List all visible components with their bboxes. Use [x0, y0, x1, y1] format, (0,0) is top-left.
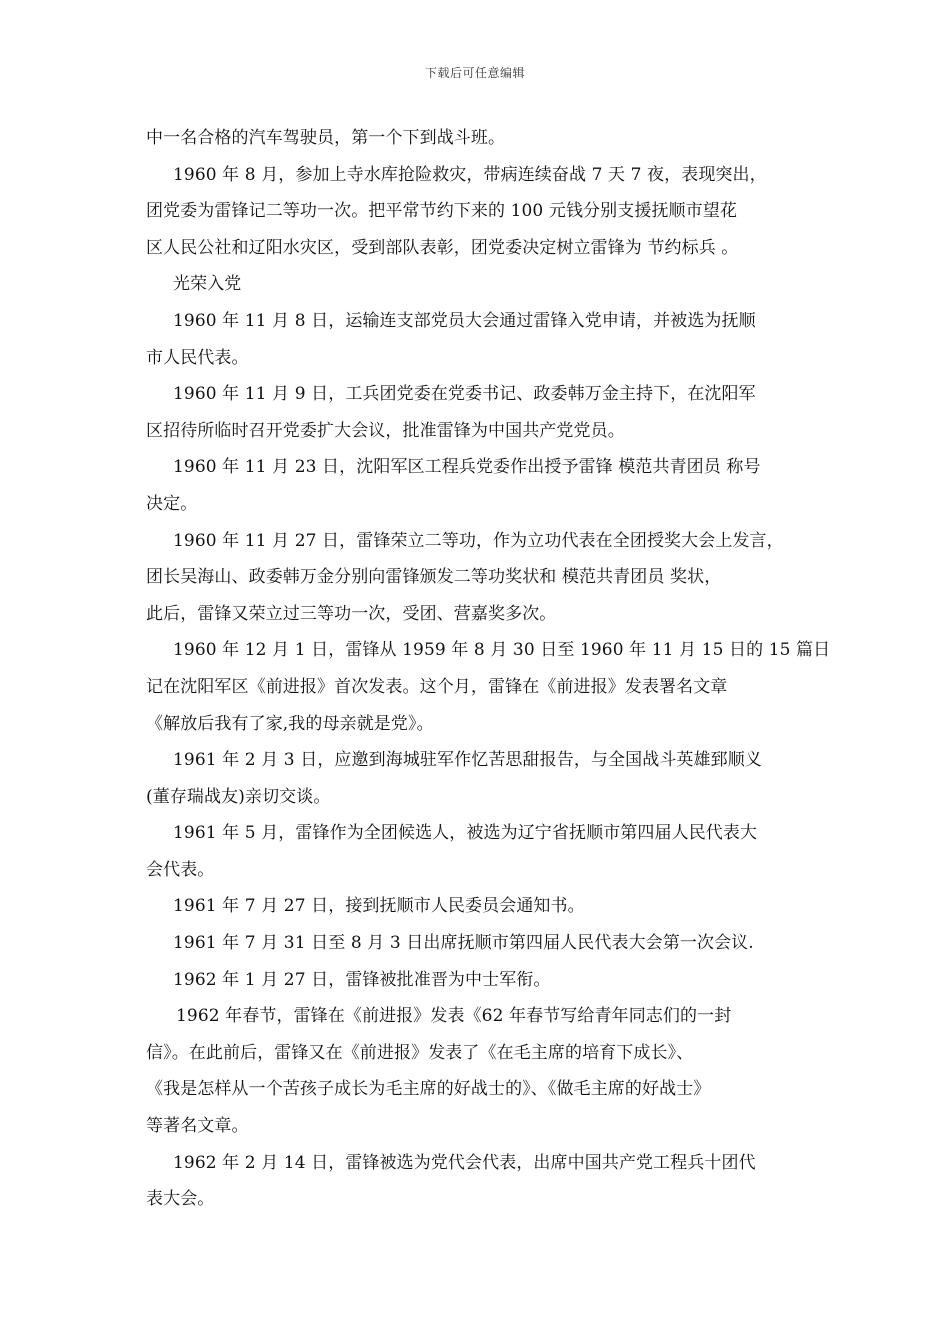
text-line: 团长吴海山、政委韩万金分别向雷锋颁发二等功奖状和 模范共青团员 奖状，	[146, 567, 722, 588]
text-line: 区人民公社和辽阳水灾区，受到部队表彰，团党委决定树立雷锋为 节约标兵 。	[146, 237, 739, 258]
document-body	[146, 120, 831, 1218]
page-header-note: 下载后可任意编辑	[424, 66, 525, 80]
text-line: 1962 年春节，雷锋在《前进报》发表《62 年春节写给青年同志们的一封	[176, 1006, 732, 1027]
text-line: 1960 年 11 月 8 日，运输连支部党员大会通过雷锋入党申请，并被选为抚顺	[173, 310, 756, 331]
text-line: 1961 年 5 月，雷锋作为全团候选人，被选为辽宁省抚顺市第四届人民代表大	[173, 823, 758, 844]
text-line: 团党委为雷锋记二等功一次。把平常节约下来的 100 元钱分别支援抚顺市望花	[146, 201, 737, 222]
text-line: 1961 年 2 月 3 日，应邀到海城驻军作忆苦思甜报告，与全国战斗英雄郅顺义	[173, 750, 762, 771]
text-line: 区招待所临时召开党委扩大会议，批准雷锋为中国共产党党员。	[146, 420, 625, 441]
text-line: 等著名文章。	[146, 1116, 249, 1137]
text-line: 市人民代表。	[146, 347, 249, 368]
text-line: 1960 年 11 月 23 日，沈阳军区工程兵党委作出授予雷锋 模范共青团员 称号	[173, 457, 761, 478]
text-line: 1960 年 8 月，参加上寺水库抢险救灾，带病连续奋战 7 天 7 夜，表现突出，	[173, 164, 767, 185]
text-line: 会代表。	[146, 859, 215, 880]
text-line: 此后，雷锋又荣立过三等功一次，受团、营嘉奖多次。	[146, 603, 557, 624]
text-line: 《我是怎样从一个苦孩子成长为毛主席的好战士的》、《做毛主席的好战士》	[146, 1079, 711, 1100]
text-line: 信》。在此前后，雷锋又在《前进报》发表了《在毛主席的培育下成长》、	[146, 1042, 694, 1063]
text-line: 光荣入党	[173, 274, 242, 295]
text-line: 1960 年 11 月 27 日，雷锋荣立二等功，作为立功代表在全团授奖大会上发言，	[173, 530, 784, 551]
text-line: (董存瑞战友)亲切交谈。	[146, 786, 331, 807]
text-line: 《解放后我有了家,我的母亲就是党》。	[146, 713, 434, 734]
text-line: 中一名合格的汽车驾驶员，第一个下到战斗班。	[146, 128, 506, 148]
text-line: 1962 年 2 月 14 日，雷锋被选为党代会代表，出席中国共产党工程兵十团代	[173, 1152, 756, 1173]
text-line: 表大会。	[146, 1189, 215, 1210]
text-line: 1960 年 12 月 1 日，雷锋从 1959 年 8 月 30 日至 1960 年 11 月 15 日的 15 篇日	[173, 640, 831, 661]
text-line: 记在沈阳军区《前进报》首次发表。这个月，雷锋在《前进报》发表署名文章	[146, 676, 728, 697]
text-line: 1961 年 7 月 27 日，接到抚顺市人民委员会通知书。	[173, 896, 585, 917]
text-line: 1962 年 1 月 27 日，雷锋被批准晋为中士军衔。	[173, 969, 551, 990]
text-line: 1961 年 7 月 31 日至 8 月 3 日出席抚顺市第四届人民代表大会第一次会议.	[173, 933, 754, 954]
text-line: 1960 年 11 月 9 日，工兵团党委在党委书记、政委韩万金主持下，在沈阳军	[173, 384, 756, 405]
text-line: 决定。	[146, 493, 198, 514]
